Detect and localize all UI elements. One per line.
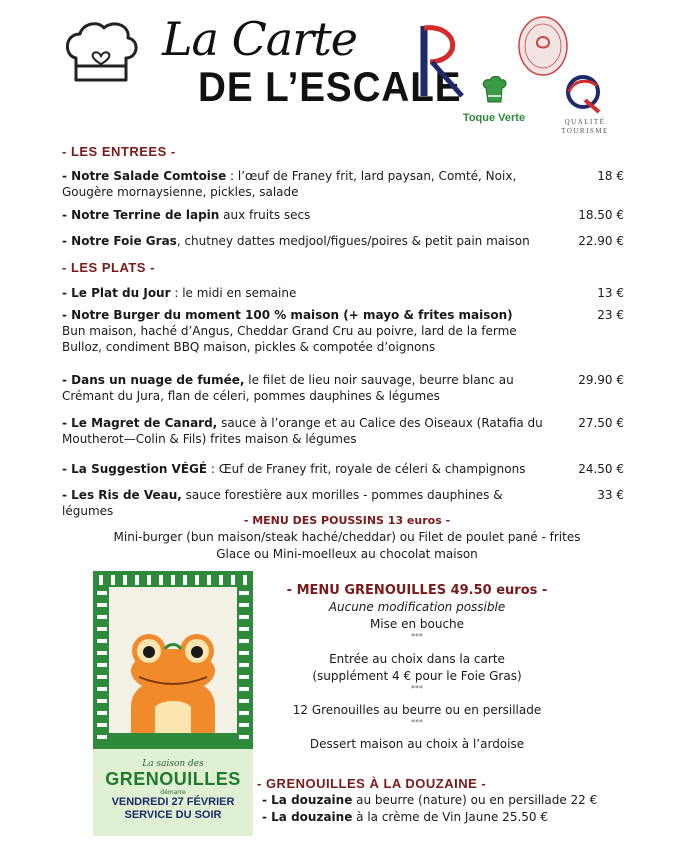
douzaine-item — [262, 792, 597, 809]
maitre-restaurateur-seal-icon — [517, 15, 569, 77]
menu-poussins-line: Mini-burger (bun maison/steak haché/cheddar) ou Filet de poulet pané - frites — [113, 530, 581, 544]
toque-verte-logo — [460, 76, 528, 124]
menu-item — [62, 307, 632, 355]
item-desc: sauce forestière aux morilles - pommes dauphines & légumes — [62, 488, 503, 518]
title-script: La Carte — [162, 12, 357, 66]
menu-grenouilles-title: - MENU GRENOUILLES 49.50 euros - — [286, 583, 548, 598]
menu-poussins-line: Glace ou Mini-moelleux au chocolat maison — [216, 547, 478, 561]
item-desc: : le midi en semaine — [170, 286, 297, 300]
item-desc: au beurre (nature) ou en persillade 22 € — [352, 793, 598, 807]
menu-course: Dessert maison au choix à l’ardoise — [309, 737, 525, 751]
toque-verte-label: Toque Verte — [462, 112, 526, 124]
menu-grenouilles — [262, 582, 572, 753]
section-title-plats: - LES PLATS - — [62, 260, 155, 275]
item-name: - Notre Foie Gras — [62, 234, 177, 248]
item-desc: , chutney dattes medjool/figues/poires & petit pain maison — [176, 234, 530, 248]
item-name: - Dans un nuage de fumée, — [62, 373, 245, 387]
qualite-label-1: QUALITÉ — [564, 118, 606, 126]
item-name: - Le Magret de Canard, — [62, 416, 218, 430]
item-name: - Notre Salade Comtoise — [62, 169, 227, 183]
menu-course: (supplément 4 € pour le Foie Gras) — [312, 669, 522, 683]
course-separator: *** — [411, 632, 423, 641]
course-separator: *** — [411, 718, 423, 727]
poster-date: VENDREDI 27 FÉVRIER — [111, 796, 235, 808]
course-separator: *** — [411, 684, 423, 693]
menu-poussins — [62, 512, 632, 563]
item-name: - Les Ris de Veau, — [62, 488, 182, 502]
item-name: - Le Plat du Jour — [62, 286, 171, 300]
menu-item — [62, 372, 632, 404]
item-price: 23 € — [597, 308, 624, 322]
qualite-tourisme-icon — [559, 72, 611, 114]
item-desc: : Œuf de Franey frit, royale de céleri & champignons — [207, 462, 526, 476]
item-desc: sauce à l’orange et au Calice des Oiseaux (Ratafia du Moutherot—Colin & Fils) frites maison & légumes — [62, 416, 543, 446]
poster-service: SERVICE DU SOIR — [124, 809, 222, 821]
section-title-entrees: - LES ENTREES - — [62, 144, 176, 159]
item-price: 18 € — [597, 169, 624, 183]
item-price: 27.50 € — [578, 416, 624, 430]
item-name: - Notre Burger du moment 100 % maison (+ mayo & frites maison) — [62, 308, 513, 322]
item-price: 18.50 € — [578, 208, 624, 222]
page-title: DE L’ESCALE — [198, 63, 462, 110]
menu-course: Entrée au choix dans la carte — [329, 652, 505, 666]
douzaine-title: - GRENOUILLES À LA DOUZAINE - — [257, 776, 487, 791]
toque-verte-icon — [480, 76, 508, 106]
item-desc: aux fruits secs — [219, 208, 311, 222]
menu-item — [62, 415, 632, 447]
menu-course: Mise en bouche — [369, 617, 465, 631]
poster-title: GRENOUILLES — [105, 769, 241, 789]
item-price: 29.90 € — [578, 373, 624, 387]
item-desc: le filet de lieu noir sauvage, beurre blanc au Crémant du Jura, flan de céleri, pommes dauphines & légumes — [62, 373, 514, 403]
item-name: - La douzaine — [262, 810, 353, 824]
poster-line: démarre — [160, 789, 186, 796]
item-price: 13 € — [597, 286, 624, 300]
item-desc: à la crème de Vin Jaune 25.50 € — [352, 810, 548, 824]
item-name: - La Suggestion VÉGÉ — [62, 462, 208, 476]
grenouilles-poster — [93, 571, 253, 836]
menu-grenouilles-note: Aucune modification possible — [328, 600, 506, 614]
item-price: 24.50 € — [578, 462, 624, 476]
item-sub-desc: Bun maison, haché d’Angus, Cheddar Grand Cru au poivre, lard de la ferme Bulloz, condiment BBQ maison, pickles & compotée d’oignons — [62, 324, 517, 354]
chef-hat-logo-icon — [62, 20, 140, 84]
qualite-label-2: TOURISME — [561, 127, 609, 135]
menu-item — [62, 233, 632, 249]
item-name: - Notre Terrine de lapin — [62, 208, 220, 222]
item-name: - La douzaine — [262, 793, 353, 807]
qualite-tourisme-logo — [546, 72, 624, 136]
menu-item — [62, 285, 632, 301]
menu-item — [62, 207, 632, 223]
menu-course: 12 Grenouilles au beurre ou en persillade — [292, 703, 542, 717]
poster-caption — [93, 749, 253, 836]
poster-line: La saison des — [142, 759, 204, 769]
item-price: 33 € — [597, 488, 624, 502]
item-desc: : l’œuf de Franey frit, lard paysan, Comté, Noix, Gougère mornaysienne, pickles, salade — [62, 169, 517, 199]
douzaine-item — [262, 809, 597, 826]
menu-poussins-title: - MENU DES POUSSINS 13 euros - — [243, 514, 451, 527]
menu-item — [62, 461, 632, 477]
menu-item — [62, 168, 632, 200]
item-price: 22.90 € — [578, 234, 624, 248]
grenouilles-douzaine — [257, 775, 598, 826]
frog-icon — [109, 587, 237, 733]
